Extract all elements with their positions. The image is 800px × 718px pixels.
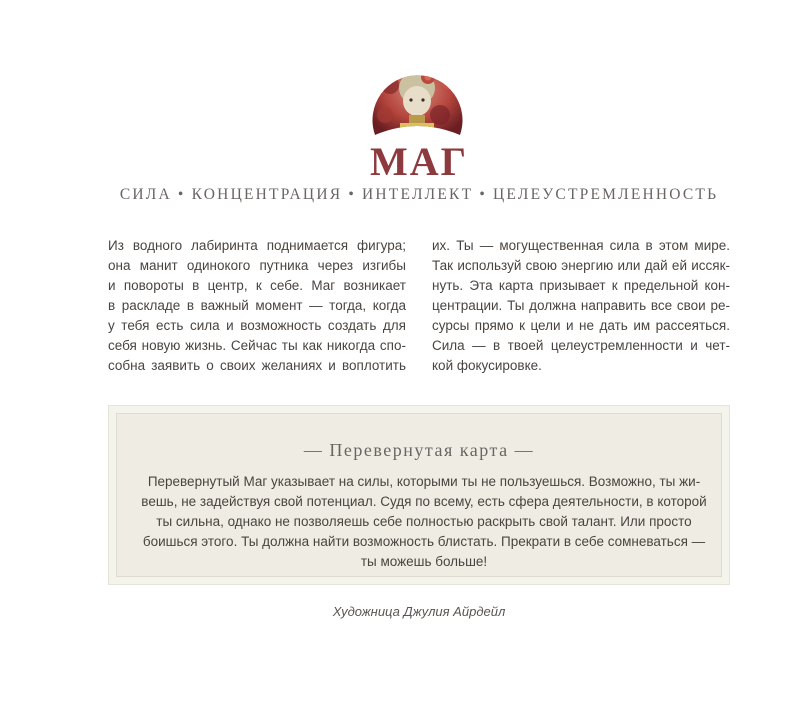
description-line: центрации. Ты должна направить все свои ре- [432, 298, 730, 313]
reversed-line: боишься этого. Ты должна найти возможность блистать. Прекрати в себе сомневаться — [142, 534, 706, 549]
description-right-column [432, 236, 730, 376]
reversed-card-panel [116, 413, 722, 577]
reversed-card-box [108, 405, 730, 585]
reversed-card-text [139, 472, 709, 572]
description-line: у тебя есть сила и возможность создать для [108, 318, 406, 333]
description-line: в раскладе в важный момент — тогда, когда [108, 298, 406, 313]
reversed-line: вешь, не задействуя свой потенциал. Судя по всему, есть сфера деятельности, в которой [141, 494, 707, 509]
description-line: собна заявить о своих желаниях и воплотить [108, 358, 406, 373]
description-line: и повороты в центр, к себе. Маг возникает [108, 278, 406, 293]
description-line: себя новую жизнь. Сейчас ты как никогда спо- [108, 338, 406, 353]
description-line: Сила — в твоей целеустремленности и чет- [432, 338, 730, 353]
description-left-column [108, 236, 406, 376]
reversed-line: ты сильна, однако не позволяешь себе полностью раскрыть свой талант. Или просто [156, 514, 692, 529]
artist-credit: Художница Джулия Айрдейл [332, 604, 506, 619]
card-title: МАГ [369, 139, 469, 184]
description-line: их. Ты — могущественная сила в этом мире. [432, 238, 730, 253]
description-line: она манит одинокого путника через изгибы [108, 258, 406, 273]
description-line: Так используй свою энергию или дай ей иссяк- [432, 258, 730, 273]
reversed-line: Перевернутый Маг указывает на силы, которыми ты не пользуешься. Возможно, ты жи- [147, 474, 701, 489]
description-line: кой фокусировке. [432, 358, 542, 373]
reversed-card-title: — Перевернутая карта — [303, 440, 535, 460]
card-illustration [370, 55, 465, 140]
description-line: нуть. Эта карта призывает к предельной кон- [432, 278, 730, 293]
description-line: Из водного лабиринта поднимается фигура; [108, 238, 406, 253]
description-line: сурсы прямо к цели и не дать им рассеяться. [432, 318, 730, 333]
card-keywords: СИЛА • КОНЦЕНТРАЦИЯ • ИНТЕЛЛЕКТ • ЦЕЛЕУСТРЕМЛЕННОСТЬ [119, 186, 719, 203]
reversed-line: ты можешь больше! [360, 554, 488, 569]
